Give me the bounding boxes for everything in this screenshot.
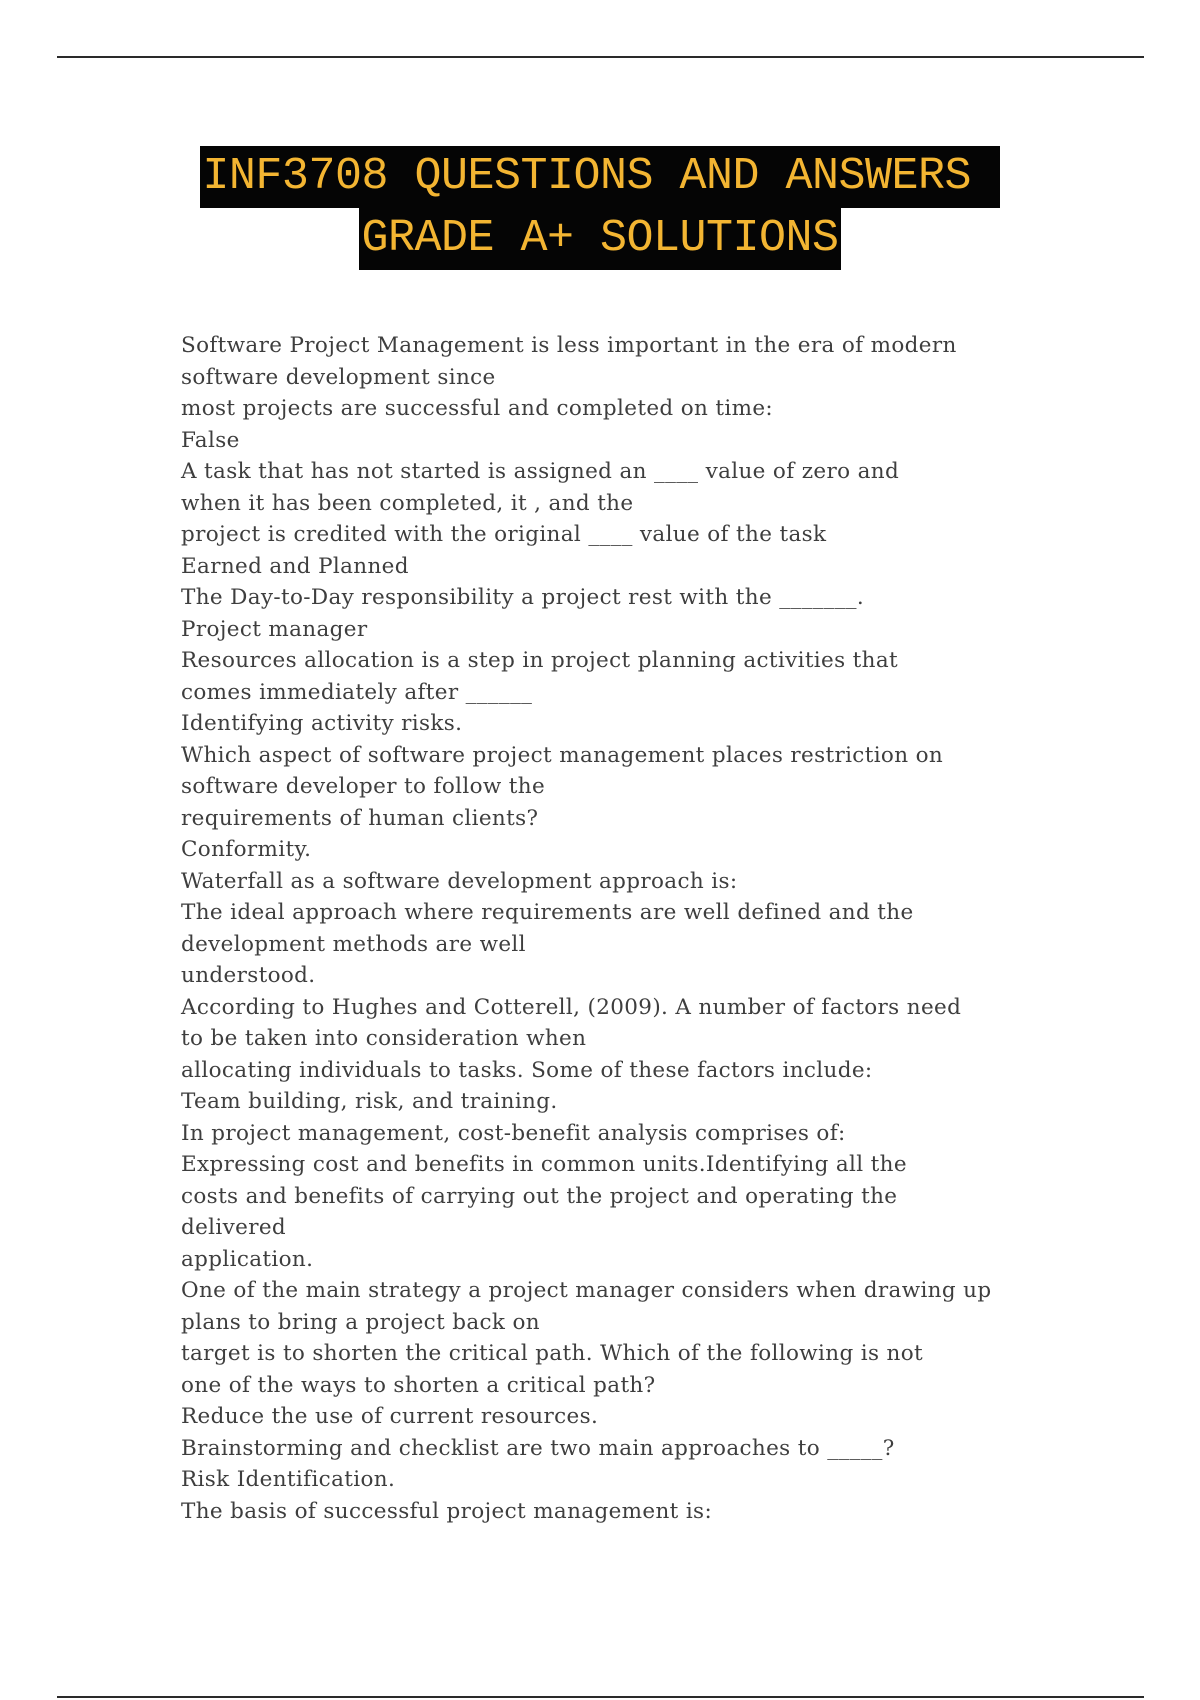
text-line: delivered: [181, 1215, 287, 1240]
document-title: [0, 146, 1200, 270]
text-line: Software Project Management is less important in the era of modern: [181, 333, 957, 358]
text-line: plans to bring a project back on: [181, 1309, 540, 1335]
text-line: Brainstorming and checklist are two main approaches to _____?: [181, 1435, 895, 1461]
text-line: The basis of successful project management is:: [181, 1498, 713, 1524]
text-line: requirements of human clients?: [181, 805, 539, 831]
text-line: application.: [181, 1246, 314, 1272]
text-line: The ideal approach where requirements are well defined and the: [181, 900, 914, 925]
text-line: Resources allocation is a step in project planning activities that: [181, 648, 899, 673]
header-rule: [57, 56, 1144, 58]
text-line: target is to shorten the critical path. Which of the following is not: [181, 1341, 924, 1366]
text-line: In project management, cost-benefit analysis comprises of:: [181, 1120, 846, 1146]
text-line: Expressing cost and benefits in common units.Identifying all the: [181, 1152, 907, 1177]
text-line: Reduce the use of current resources.: [181, 1404, 599, 1429]
text-line: Conformity.: [181, 837, 312, 862]
text-line: Risk Identification.: [181, 1467, 396, 1492]
text-line: allocating individuals to tasks. Some of these factors include:: [181, 1057, 873, 1083]
text-line: comes immediately after ______: [181, 679, 533, 705]
text-line: software developer to follow the: [181, 774, 546, 799]
text-line: One of the main strategy a project manager considers when drawing up: [181, 1278, 992, 1303]
text-line: A task that has not started is assigned an ____ value of zero and: [181, 459, 900, 484]
text-line: understood.: [181, 963, 316, 988]
document-body: [181, 330, 1081, 1527]
text-line: project is credited with the original ____ value of the task: [181, 522, 827, 547]
text-line: one of the ways to shorten a critical path?: [181, 1372, 656, 1398]
text-line: Identifying activity risks.: [181, 711, 463, 736]
text-line: False: [181, 427, 240, 453]
text-line: development methods are well: [181, 931, 526, 957]
text-line: Waterfall as a software development approach is:: [181, 868, 738, 894]
text-line: Which aspect of software project management places restriction on: [181, 742, 944, 768]
text-line: most projects are successful and completed on time:: [181, 396, 773, 421]
text-line: Project manager: [181, 616, 368, 642]
title-line-1: INF3708 QUESTIONS AND ANSWERS: [200, 146, 999, 208]
footer-rule: [57, 1696, 1144, 1698]
title-line-2: GRADE A+ SOLUTIONS: [359, 208, 840, 270]
text-line: when it has been completed, it , and the: [181, 490, 634, 516]
text-line: costs and benefits of carrying out the project and operating the: [181, 1183, 898, 1209]
text-line: The Day-to-Day responsibility a project rest with the _______.: [181, 585, 865, 610]
text-line: Team building, risk, and training.: [181, 1089, 558, 1114]
text-line: to be taken into consideration when: [181, 1026, 587, 1051]
text-line: According to Hughes and Cotterell, (2009). A number of factors need: [181, 994, 962, 1020]
text-line: software development since: [181, 364, 496, 390]
text-line: Earned and Planned: [181, 553, 409, 579]
